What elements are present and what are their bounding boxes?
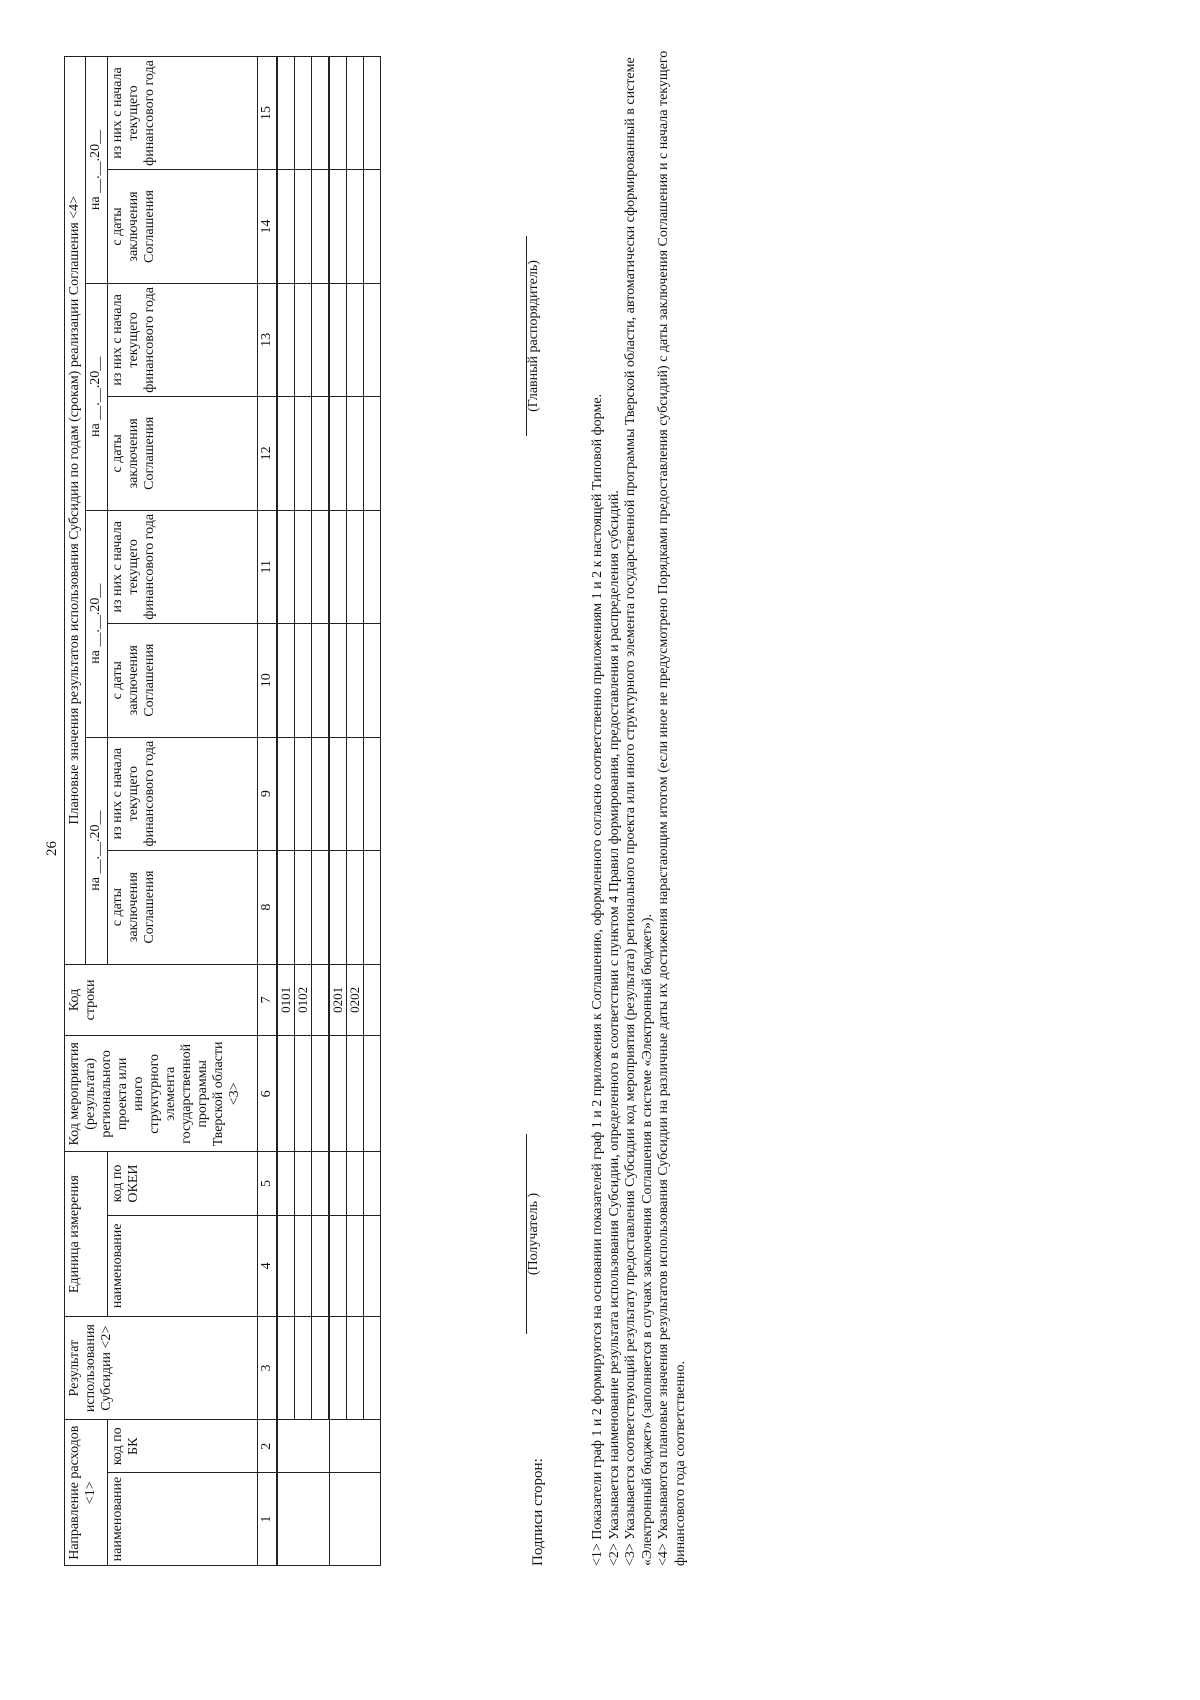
cell (295, 1316, 312, 1419)
cell (312, 57, 330, 170)
header-since-agreement: с даты заключения Соглашения (108, 850, 258, 964)
recipient-label: (Получатель ) (526, 1192, 541, 1276)
header-since-agreement: с даты заключения Соглашения (108, 396, 258, 510)
cell (295, 1215, 312, 1316)
cell (329, 1036, 347, 1152)
cell (295, 850, 312, 964)
cell (277, 283, 295, 396)
cell (347, 1215, 364, 1316)
row-code: 0101 (277, 964, 295, 1036)
cell (277, 1420, 329, 1473)
cell (347, 283, 364, 396)
header-since-agreement: с даты заключения Соглашения (108, 170, 258, 284)
header-unit: Единица измерения (65, 1152, 108, 1317)
cell (364, 737, 381, 850)
cell (312, 1215, 330, 1316)
cell (364, 850, 381, 964)
cell (295, 170, 312, 284)
cell (329, 850, 347, 964)
cell (277, 623, 295, 737)
column-number: 14 (258, 170, 278, 284)
footnote-3: <3> Указывается соответствующий результату предоставления Субсидии код мероприятия (результата) регионального проекта или иного структурного элемента государственной программы Тверской области, автоматически сформированный в системе «Электронный бюджет» (заполняется в случаях заключения Соглашения в системе «Электронный бюджет»). (623, 57, 655, 1566)
cell (347, 1316, 364, 1419)
cell (277, 737, 295, 850)
cell (364, 170, 381, 284)
column-number: 1 (258, 1473, 278, 1566)
cell (347, 170, 364, 284)
header-planned-values: Плановые значения результатов использования Субсидии по годам (срокам) реализации Соглашения <4> (65, 57, 86, 965)
cell (364, 1316, 381, 1419)
cell (347, 396, 364, 510)
cell (295, 57, 312, 170)
cell (277, 510, 295, 623)
cell (329, 283, 347, 396)
header-unit-name: наименование (108, 1215, 258, 1316)
table-row (312, 57, 330, 1566)
cell (277, 170, 295, 284)
column-number: 11 (258, 510, 278, 623)
cell (277, 1473, 329, 1566)
cell (347, 1152, 364, 1215)
column-number-row (258, 57, 278, 1566)
cell (312, 170, 330, 284)
header-direction: Направление расходов <1> (65, 1420, 108, 1566)
cell (277, 1152, 295, 1215)
row-code: 0201 (329, 964, 347, 1036)
cell (295, 283, 312, 396)
table-row (347, 57, 364, 1566)
footnote-4: <4> Указываются плановые значения результатов использования Субсидии на различные даты их достижения нарастающим итогом (если иное не предусмотрено Порядками предоставления субсидий) с даты заключения Соглашения и с начала текущего финансового года соответственно. (656, 50, 688, 1566)
cell (312, 850, 330, 964)
table-row (295, 57, 312, 1566)
column-number: 7 (258, 964, 278, 1036)
cell (364, 1215, 381, 1316)
table-row (364, 57, 381, 1566)
planned-values-table (64, 56, 381, 1566)
cell (329, 1473, 381, 1566)
cell (329, 1215, 347, 1316)
header-direction-name: наименование (108, 1473, 258, 1566)
header-result: Результат использования Субсидии <2> (65, 1316, 258, 1419)
cell (295, 1036, 312, 1152)
column-number: 9 (258, 737, 278, 850)
cell (329, 737, 347, 850)
column-number: 13 (258, 283, 278, 396)
cell (329, 57, 347, 170)
column-number: 5 (258, 1152, 278, 1215)
column-number: 8 (258, 850, 278, 964)
cell (364, 623, 381, 737)
cell (277, 1316, 295, 1419)
header-since-year-start: из них с начала текущего финансового года (108, 57, 258, 170)
cell (347, 1036, 364, 1152)
signatures-block (518, 66, 598, 1566)
cell (312, 510, 330, 623)
row-code: 0202 (347, 964, 364, 1036)
header-since-year-start: из них с начала текущего финансового года (108, 283, 258, 396)
cell (329, 170, 347, 284)
header-unit-code: код по ОКЕИ (108, 1152, 258, 1215)
cell (364, 1152, 381, 1215)
column-number: 2 (258, 1420, 278, 1473)
cell (329, 510, 347, 623)
cell (329, 1316, 347, 1419)
cell (312, 1316, 330, 1419)
header-year-1: на __.__.20__ (86, 737, 108, 964)
cell (347, 57, 364, 170)
footnote-2: <2> Указывается наименование результата использования Субсидии, определенного в соответствии с пунктом 4 Правил формирования, предоставления и распределения субсидий. (606, 490, 622, 1566)
cell (347, 623, 364, 737)
cell (329, 1420, 381, 1473)
cell (364, 283, 381, 396)
cell (312, 396, 330, 510)
header-event-code: Код мероприятия (результата) регионального проекта или иного структурного элемента государственной программы Тверской области <3> (65, 1036, 258, 1152)
cell (329, 1152, 347, 1215)
header-year-4: на __.__.20__ (86, 57, 108, 284)
row-code: 0102 (295, 964, 312, 1036)
header-since-year-start: из них с начала текущего финансового года (108, 737, 258, 850)
column-number: 10 (258, 623, 278, 737)
signatures-title: Подписи сторон: (530, 1458, 546, 1566)
cell (277, 1036, 295, 1152)
table-row (329, 57, 347, 1566)
distributor-label: (Главный распорядитель) (526, 260, 541, 412)
cell (295, 1152, 312, 1215)
cell (277, 850, 295, 964)
cell (295, 623, 312, 737)
footnote-1: <1> Показатели граф 1 и 2 формируются на основании показателей граф 1 и 2 приложения к Соглашению, оформленного согласно соответственно приложениям 1 и 2 к настоящей Типовой форме. (590, 393, 605, 1566)
page-number: 26 (44, 841, 60, 856)
cell (364, 510, 381, 623)
cell (312, 737, 330, 850)
cell (312, 283, 330, 396)
cell (329, 623, 347, 737)
row-code (364, 964, 381, 1036)
cell (312, 1036, 330, 1152)
cell (277, 57, 295, 170)
cell (295, 510, 312, 623)
cell (295, 737, 312, 850)
cell (364, 1036, 381, 1152)
header-since-year-start: из них с начала текущего финансового года (108, 510, 258, 623)
cell (295, 396, 312, 510)
column-number: 3 (258, 1316, 278, 1419)
cell (347, 737, 364, 850)
cell (312, 623, 330, 737)
column-number: 4 (258, 1215, 278, 1316)
cell (364, 57, 381, 170)
column-number: 6 (258, 1036, 278, 1152)
header-direction-code: код по БК (108, 1420, 258, 1473)
cell (329, 396, 347, 510)
header-year-2: на __.__.20__ (86, 510, 108, 737)
cell (347, 510, 364, 623)
header-row-code: Код строки (65, 964, 258, 1036)
header-since-agreement: с даты заключения Соглашения (108, 623, 258, 737)
cell (277, 1215, 295, 1316)
footnotes (590, 46, 689, 1566)
cell (347, 850, 364, 964)
column-number: 12 (258, 396, 278, 510)
column-number: 15 (258, 57, 278, 170)
row-code (312, 964, 330, 1036)
cell (364, 396, 381, 510)
table-row (277, 57, 295, 1566)
cell (277, 396, 295, 510)
cell (312, 1152, 330, 1215)
header-year-3: на __.__.20__ (86, 283, 108, 510)
